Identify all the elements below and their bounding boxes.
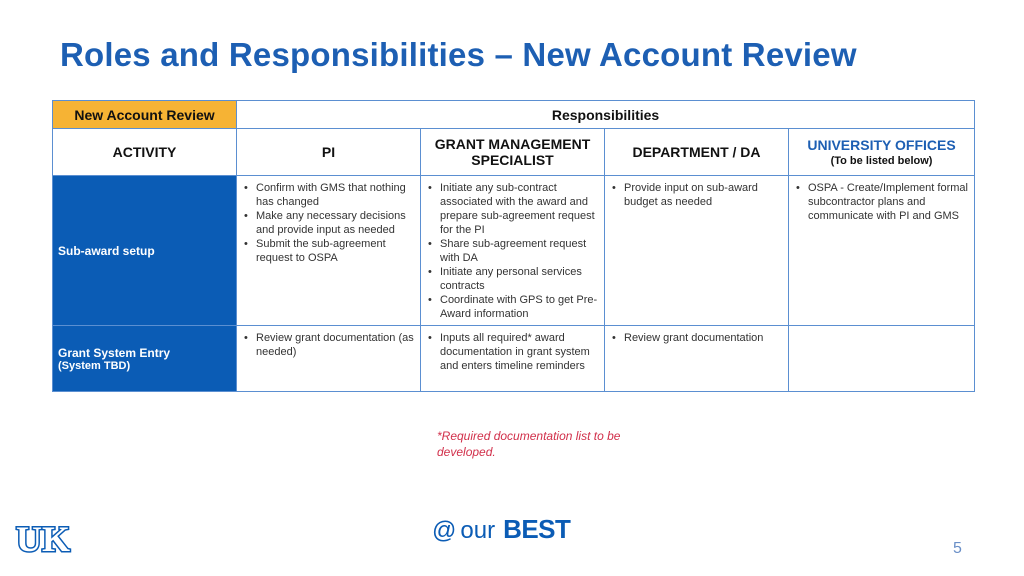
university-offices-label: UNIVERSITY OFFICES [807,137,956,153]
university-offices-cell [789,326,975,392]
bullet-item: • Review grant documentation (as needed) [241,331,416,359]
bullet-item: • Submit the sub-agreement request to OSPA [241,237,416,265]
bullet-item: • Coordinate with GPS to get Pre-Award information [425,293,600,321]
activity-cell [53,326,237,392]
bullet-item: • Initiate any personal services contracts [425,265,600,293]
page-number: 5 [953,540,962,557]
tagline-best: BEST [503,514,571,544]
activity-column-header: ACTIVITY [53,129,237,176]
table-row [53,326,975,392]
activity-sublabel: (System TBD) [58,359,131,372]
university-offices-sublabel: (To be listed below) [830,155,933,167]
activity-cell [53,176,237,326]
department-column-header: DEPARTMENT / DA [605,129,789,176]
page-title: Roles and Responsibilities – New Account Review [60,36,857,73]
tagline-our: our [460,517,496,544]
column-header-row [53,129,975,176]
department-cell [605,326,789,392]
bullet-item: • Initiate any sub-contract associated with the award and prepare sub-agreement request for the PI [425,181,600,237]
gms-header-line1: GRANT MANAGEMENT [434,136,591,152]
bullet-item: • Share sub-agreement request with DA [425,237,600,265]
gms-bullets [425,181,600,321]
pi-bullets [241,181,416,265]
pi-cell [237,176,421,326]
at-our-best-tagline [432,514,570,545]
department-bullets [609,181,784,209]
activity-label: Sub-award setup [58,243,155,258]
department-cell [605,176,789,326]
gms-cell [421,326,605,392]
university-offices-column-header [789,129,975,176]
bullet-item: • Make any necessary decisions and provide input as needed [241,209,416,237]
university-offices-bullets [793,181,970,223]
bullet-item: • Confirm with GMS that nothing has changed [241,181,416,209]
pi-column-header: PI [237,129,421,176]
footnote: *Required documentation list to be developed. [437,429,621,459]
tagline-at: @ [432,517,457,544]
bullet-item: • Review grant documentation [609,331,784,345]
activity-label: Grant System Entry [58,345,171,360]
pi-cell [237,326,421,392]
gms-bullets [425,331,600,373]
bullet-item: • OSPA - Create/Implement formal subcontractor plans and communicate with PI and GMS [793,181,970,223]
uk-logo-lettering: UK [16,519,70,559]
pi-bullets [241,331,416,359]
gms-cell [421,176,605,326]
table-header-row [53,101,975,129]
university-offices-cell [789,176,975,326]
responsibilities-header: Responsibilities [237,101,975,129]
bullet-item: • Inputs all required* award documentation in grant system and enters timeline reminders [425,331,600,373]
uk-logo-icon [16,516,70,559]
new-account-review-tag: New Account Review [53,101,237,129]
gms-column-header [421,129,605,176]
department-bullets [609,331,784,345]
gms-header-line2: SPECIALIST [471,152,554,168]
table-row [53,176,975,326]
responsibilities-table [52,100,975,392]
bullet-item: • Provide input on sub-award budget as needed [609,181,784,209]
